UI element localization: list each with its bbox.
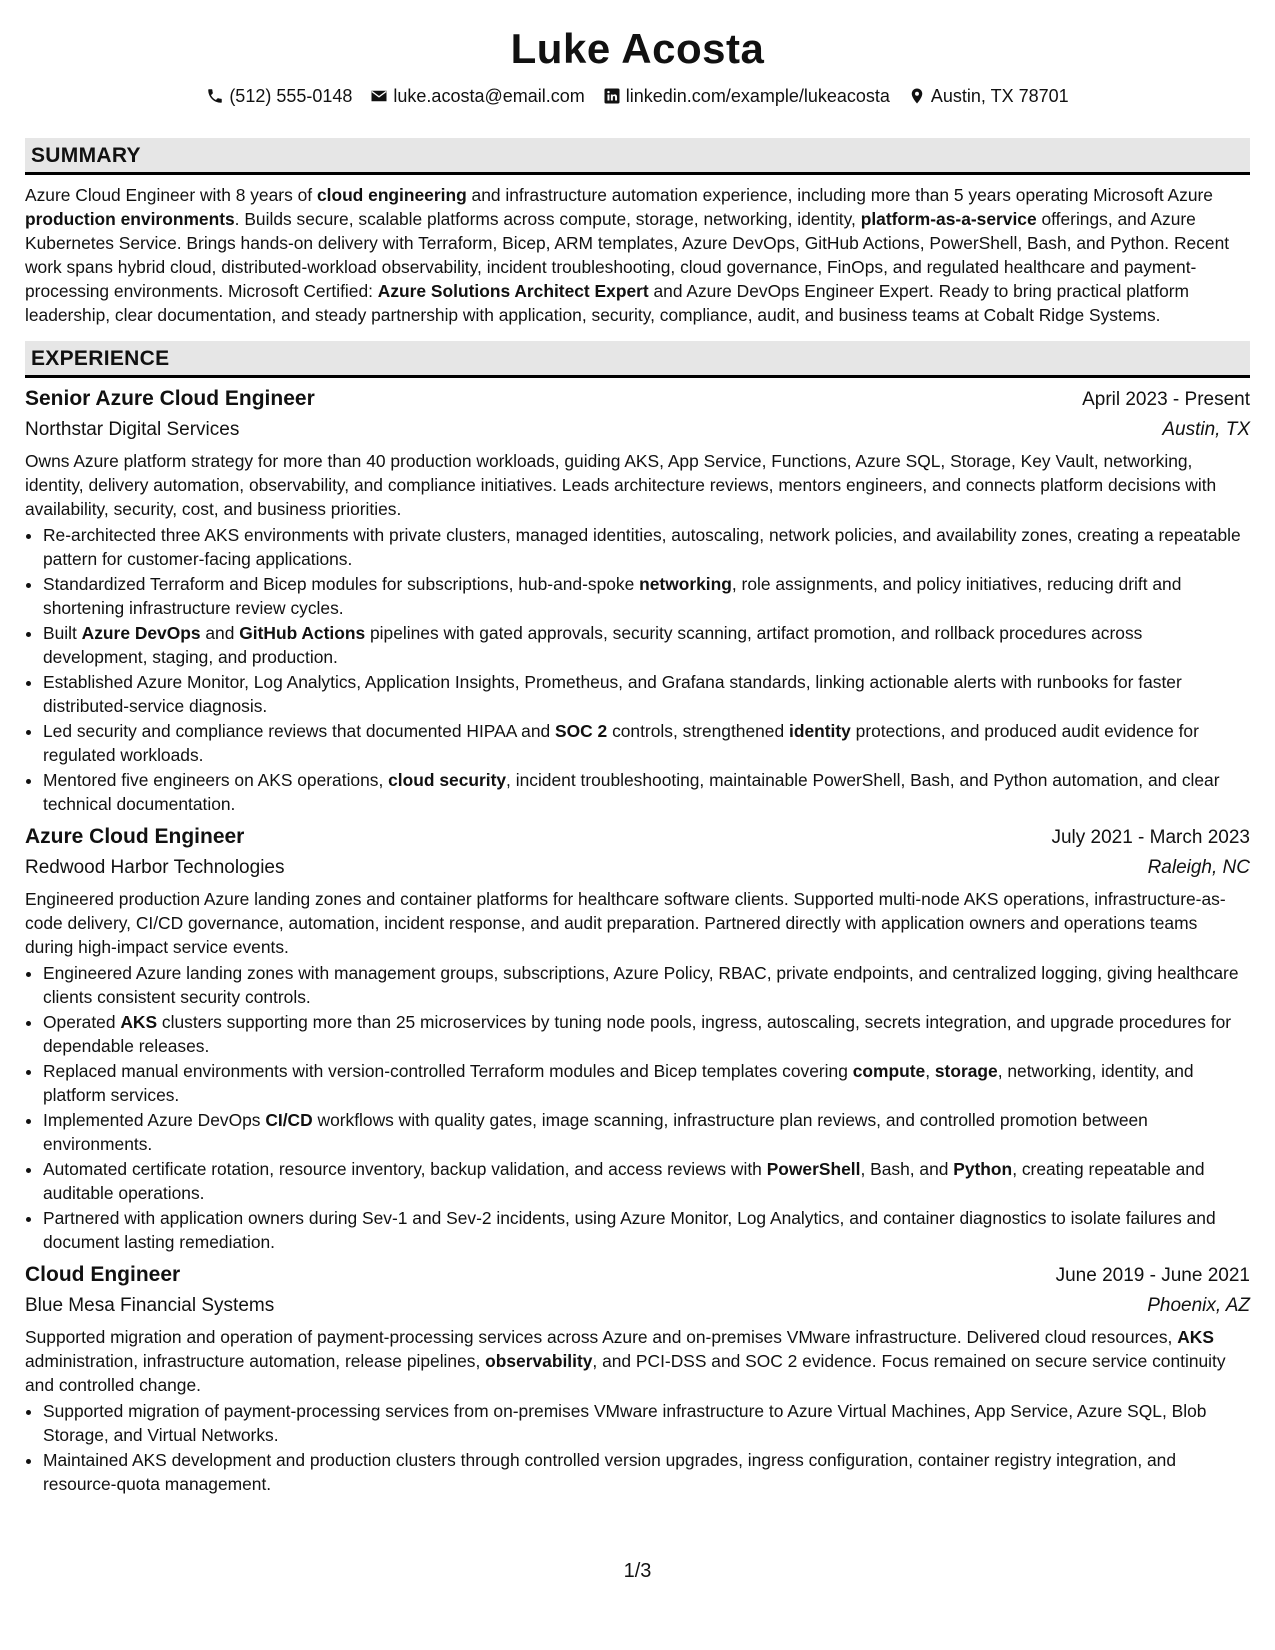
bullet-item: • Maintained AKS development and production clusters through controlled version upgrades, ingress configuration, container registry integration, and resource-quota management. xyxy=(43,1448,1250,1496)
job-location: Raleigh, NC xyxy=(1147,857,1250,878)
bold-keyword: observability xyxy=(485,1351,593,1371)
contact-linkedin-text: linkedin.com/example/lukeacosta xyxy=(625,85,890,106)
bold-keyword: compute xyxy=(852,1061,926,1081)
page-number: 1/3 xyxy=(623,1560,652,1582)
bullet-item: • Operated AKS clusters supporting more than 25 microservices by tuning node pools, ingress, autoscaling, secrets integration, and upgrade procedures for dependable releases. xyxy=(43,1010,1250,1058)
contact-location-text: Austin, TX 78701 xyxy=(930,85,1069,106)
job-title: Azure Cloud Engineer xyxy=(25,825,245,848)
bold-keyword: networking xyxy=(639,574,732,594)
job-bullets xyxy=(25,961,1250,1254)
job-dates: June 2019 - June 2021 xyxy=(1055,1265,1250,1286)
bullet-item: • Built Azure DevOps and GitHub Actions pipelines with gated approvals, security scanning, artifact promotion, and rollback procedures across development, staging, and production. xyxy=(43,621,1250,669)
bold-keyword: Python xyxy=(953,1159,1013,1179)
job-company: Blue Mesa Financial Systems xyxy=(25,1295,275,1316)
bullet-item: • Replaced manual environments with version-controlled Terraform modules and Bicep templates covering compute, storage, networking, identity, and platform services. xyxy=(43,1059,1250,1107)
bullet-item: • Partnered with application owners during Sev-1 and Sev-2 incidents, using Azure Monitor, Log Analytics, and container diagnostics to isolate failures and document lasting remediation. xyxy=(43,1206,1250,1254)
phone-icon xyxy=(206,87,224,105)
bold-keyword: storage xyxy=(934,1061,998,1081)
bold-keyword: GitHub Actions xyxy=(239,623,366,643)
bold-keyword: AKS xyxy=(1177,1327,1214,1347)
contact-phone xyxy=(206,86,352,107)
job-title: Senior Azure Cloud Engineer xyxy=(25,387,315,410)
job-description: Supported migration and operation of payment-processing services across Azure and on-premises VMware infrastructure. Delivered cloud resources, AKS administration, infrastructure automation, release pipelines, observability, and PCI-DSS and SOC 2 evidence. Focus remained on secure service continuity and controlled change. xyxy=(25,1327,1226,1395)
job-dates: April 2023 - Present xyxy=(1082,389,1250,410)
job-location: Phoenix, AZ xyxy=(1147,1295,1250,1316)
contact-phone-text: (512) 555-0148 xyxy=(229,85,353,106)
bold-keyword: cloud security xyxy=(388,770,507,790)
job-company: Redwood Harbor Technologies xyxy=(25,857,285,878)
job-title: Cloud Engineer xyxy=(25,1263,181,1286)
contact-location xyxy=(908,86,1069,107)
email-icon xyxy=(370,87,388,105)
bold-keyword: Azure DevOps xyxy=(81,623,201,643)
job-dates: July 2021 - March 2023 xyxy=(1051,827,1250,848)
job-bullets xyxy=(25,1399,1250,1496)
bullet-item: • Re-architected three AKS environments with private clusters, managed identities, autoscaling, network policies, and availability zones, creating a repeatable pattern for customer-facing applications. xyxy=(43,523,1250,571)
bullet-item: • Engineered Azure landing zones with management groups, subscriptions, Azure Policy, RBAC, private endpoints, and centralized logging, giving healthcare clients consistent security controls. xyxy=(43,961,1250,1009)
contact-email[interactable] xyxy=(370,86,584,107)
job-location: Austin, TX xyxy=(1162,419,1250,440)
candidate-name: Luke Acosta xyxy=(510,25,765,72)
experience-heading: EXPERIENCE xyxy=(25,341,1250,378)
job-entry xyxy=(25,384,1250,816)
job-description: Owns Azure platform strategy for more than 40 production workloads, guiding AKS, App Service, Functions, Azure SQL, Storage, Key Vault, networking, identity, delivery automation, observability, and compliance initiatives. Leads architecture reviews, mentors engineers, and connects platform decisions with availability, security, cost, and business priorities. xyxy=(25,451,1217,519)
bold-keyword: Azure Solutions Architect Expert xyxy=(377,281,649,301)
contact-bar xyxy=(25,82,1250,110)
bold-keyword: platform-as-a-service xyxy=(860,209,1037,229)
resume-page xyxy=(25,20,1250,1497)
bold-keyword: cloud engineering xyxy=(316,185,467,205)
bold-keyword: SOC 2 xyxy=(555,721,608,741)
job-entry xyxy=(25,1260,1250,1496)
bullet-item: • Mentored five engineers on AKS operations, cloud security, incident troubleshooting, maintainable PowerShell, Bash, and Python automation, and clear technical documentation. xyxy=(43,768,1250,816)
job-description: Engineered production Azure landing zones and container platforms for healthcare software clients. Supported multi-node AKS operations, infrastructure-as-code delivery, CI/CD governance, automation, incident response, and audit preparation. Partnered directly with application owners and operations teams during high-impact service events. xyxy=(25,889,1226,957)
experience-list xyxy=(25,384,1250,1496)
job-bullets xyxy=(25,523,1250,816)
job-entry xyxy=(25,822,1250,1254)
bullet-item: • Automated certificate rotation, resource inventory, backup validation, and access reviews with PowerShell, Bash, and Python, creating repeatable and auditable operations. xyxy=(43,1157,1250,1205)
bold-keyword: identity xyxy=(788,721,851,741)
bold-keyword: AKS xyxy=(120,1012,158,1032)
summary-heading: SUMMARY xyxy=(25,138,1250,175)
bullet-item: • Led security and compliance reviews that documented HIPAA and SOC 2 controls, strengthened identity protections, and produced audit evidence for regulated workloads. xyxy=(43,719,1250,767)
bullet-item: • Standardized Terraform and Bicep modules for subscriptions, hub-and-spoke networking, role assignments, and policy initiatives, reducing drift and shortening infrastructure review cycles. xyxy=(43,572,1250,620)
location-pin-icon xyxy=(908,87,926,105)
job-company: Northstar Digital Services xyxy=(25,419,240,440)
bold-keyword: CI/CD xyxy=(265,1110,313,1130)
contact-linkedin[interactable] xyxy=(603,86,890,107)
bullet-item: • Implemented Azure DevOps CI/CD workflows with quality gates, image scanning, infrastructure plan reviews, and controlled promotion between environments. xyxy=(43,1108,1250,1156)
bullet-item: • Established Azure Monitor, Log Analytics, Application Insights, Prometheus, and Grafana standards, linking actionable alerts with runbooks for faster distributed-service diagnosis. xyxy=(43,670,1250,718)
summary-text: Azure Cloud Engineer with 8 years of cloud engineering and infrastructure automation experience, including more than 5 years operating Microsoft Azure production environments. Builds secure, scalable platforms across compute, storage, networking, identity, platform-as-a-service offerings, and Azure Kubernetes Service. Brings hands-on delivery with Terraform, Bicep, ARM templates, Azure DevOps, GitHub Actions, PowerShell, Bash, and Python. Recent work spans hybrid cloud, distributed-workload observability, incident troubleshooting, cloud governance, FinOps, and regulated healthcare and payment-processing environments. Microsoft Certified: Azure Solutions Architect Expert and Azure DevOps Engineer Expert. Ready to bring practical platform leadership, clear documentation, and steady partnership with application, security, compliance, audit, and business teams at Cobalt Ridge Systems. xyxy=(25,185,1230,325)
bullet-item: • Supported migration of payment-processing services from on-premises VMware infrastructure to Azure Virtual Machines, App Service, Azure SQL, Blob Storage, and Virtual Networks. xyxy=(43,1399,1250,1447)
bold-keyword: production environments xyxy=(25,209,235,229)
bold-keyword: PowerShell xyxy=(766,1159,861,1179)
linkedin-icon xyxy=(603,87,621,105)
contact-email-text: luke.acosta@email.com xyxy=(393,85,585,106)
